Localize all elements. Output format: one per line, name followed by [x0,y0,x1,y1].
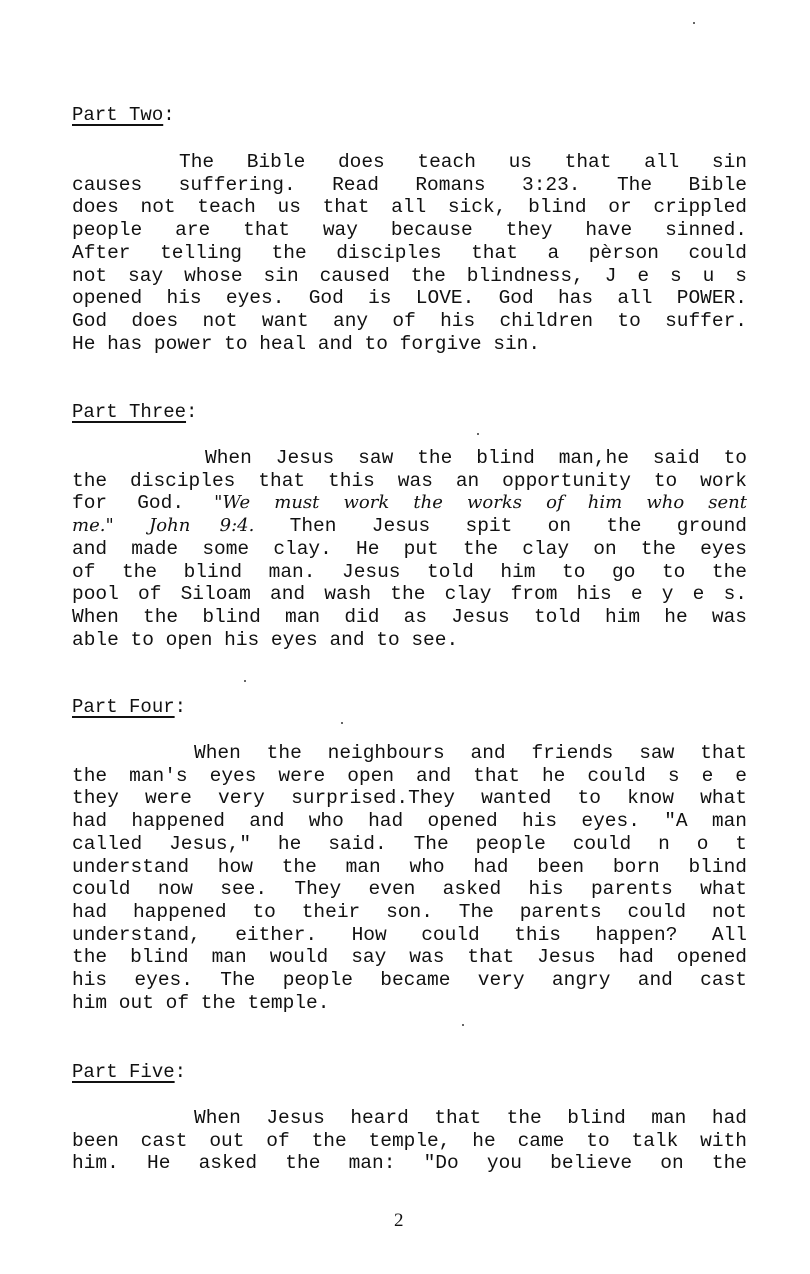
text-line: understand how the man who had been born blind [72,855,747,878]
text-line: they were very surprised.They wanted to know what [72,787,747,810]
section-body-part-five [72,1107,747,1175]
text-line: called Jesus," he said. The people could n o t [72,832,747,855]
text-line: pool of Siloam and wash the clay from his e y e s. [72,583,747,606]
text-line: people are that way because they have sinned. [72,219,747,242]
text-line: of the blind man. Jesus told him to go to the [72,560,747,583]
scan-speck [693,22,695,24]
text-line: When the blind man did as Jesus told him he was [72,605,747,628]
text-line [72,492,747,515]
text-line: the blind man would say was that Jesus had opened [72,946,747,969]
text-line: When Jesus saw the blind man,he said to [205,447,747,469]
scan-speck [477,433,479,435]
section-body-part-two [72,151,747,355]
text-line: opened his eyes. God is LOVE. God has all POWER. [72,287,747,310]
text-line: him out of the temple. [72,991,330,1014]
text-line: been cast out of the temple, he came to talk with [72,1129,747,1152]
text-line: able to open his eyes and to see. [72,628,459,651]
text-line: the disciples that this was an opportunity to work [72,469,747,492]
text-line: When the neighbours and friends saw that [194,742,747,764]
section-heading-part-five: Part Five: [72,1061,187,1083]
section-body-part-four [72,742,747,1014]
text-line: and made some clay. He put the clay on the eyes [72,537,747,560]
text-fragment: Then Jesus spit on the ground [289,515,748,538]
scripture-citation: John 9:4. [149,515,255,537]
text-line [72,515,747,538]
text-line: had happened to their son. The parents could not [72,900,747,923]
scripture-quote-end: me." [72,515,114,537]
section-body-part-three [72,447,747,651]
text-line: God does not want any of his children to suffer. [72,309,747,332]
text-line: He has power to heal and to forgive sin. [72,332,541,355]
text-line: his eyes. The people became very angry and cast [72,969,747,992]
text-line: does not teach us that all sick, blind or crippled [72,196,747,219]
scan-speck [462,1024,464,1026]
text-line: had happened and who had opened his eyes. "A man [72,810,747,833]
text-line: the man's eyes were open and that he could s e e [72,764,747,787]
text-line: him. He asked the man: "Do you believe on the [72,1152,747,1175]
text-line: causes suffering. Read Romans 3:23. The Bible [72,173,747,196]
scan-speck [244,680,246,682]
page-number: 2 [394,1210,404,1231]
scripture-quote: "We must work the works of him who sent [214,492,747,514]
text-line: could now see. They even asked his parents what [72,878,747,901]
text-line: The Bible does teach us that all sin [179,151,747,173]
text-line: not say whose sin caused the blindness, J e s u s [72,264,747,287]
text-line: understand, either. How could this happen? All [72,923,747,946]
scan-speck [341,722,343,724]
section-heading-part-four: Part Four: [72,696,187,718]
text-line: When Jesus heard that the blind man had [194,1107,747,1129]
text-fragment: for God. [72,492,185,515]
section-heading-part-two: Part Two: [72,104,175,126]
section-heading-part-three: Part Three: [72,401,198,423]
text-line: After telling the disciples that a pèrson could [72,241,747,264]
